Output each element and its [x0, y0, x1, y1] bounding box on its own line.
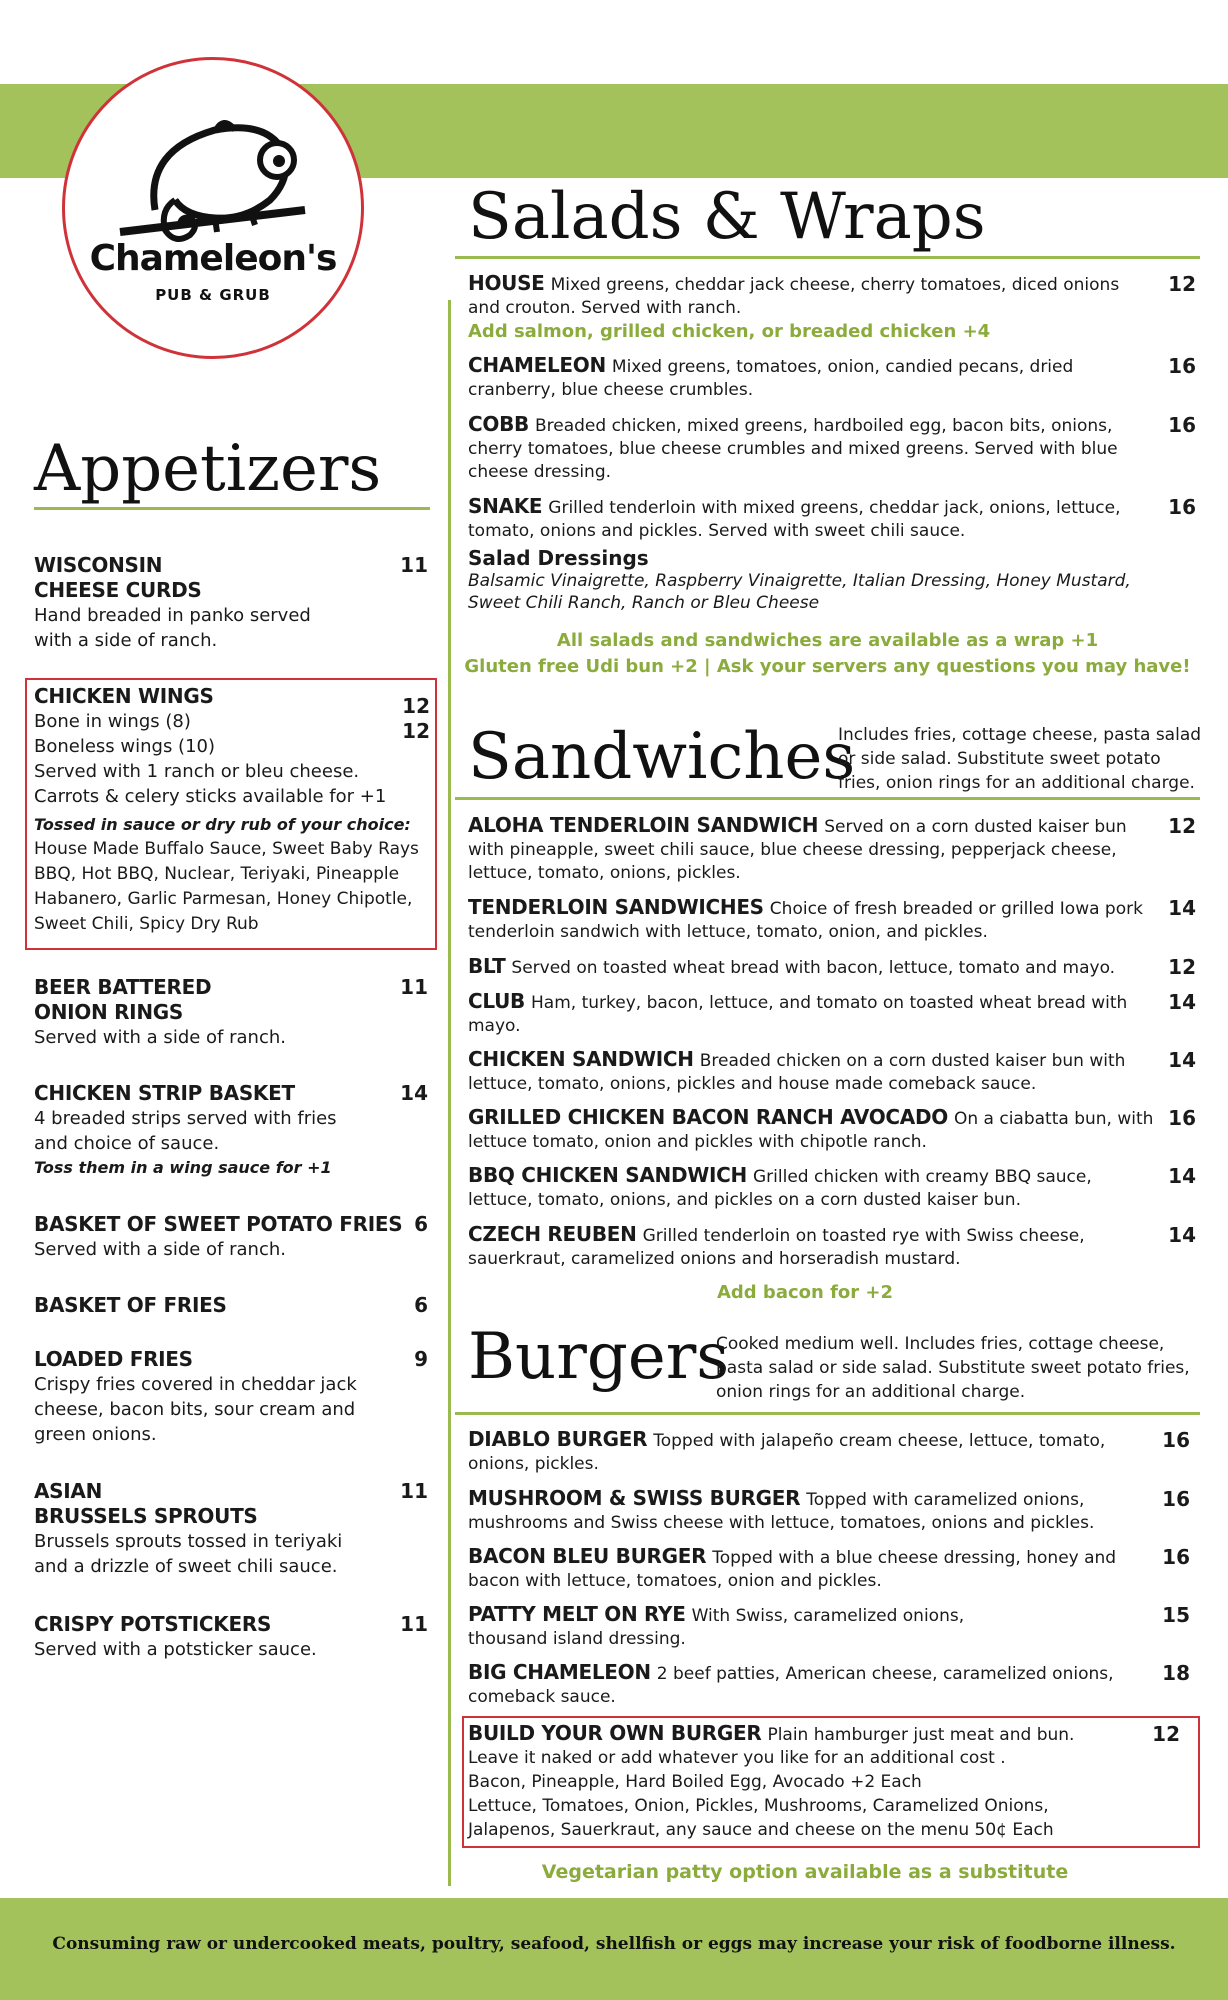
- price: 18: [1162, 1661, 1190, 1685]
- burger-diablo: DIABLO BURGER Topped with jalapeño cream cheese, lettuce, tomato, onions, pickles. 16: [468, 1427, 1190, 1474]
- price: 16: [1168, 495, 1196, 519]
- chameleon-icon: [65, 60, 361, 356]
- sandwich-bbq-chicken: BBQ CHICKEN SANDWICH Grilled chicken with creamy BBQ sauce, lettuce, tomato, onions, and pickles on a corn dusted kaiser bun. 14: [468, 1163, 1196, 1210]
- price: 11: [400, 1612, 428, 1636]
- price: 16: [1162, 1545, 1190, 1569]
- salad-cobb: COBB Breaded chicken, mixed greens, hardboiled egg, bacon bits, onions, cherry tomatoes, blue cheese crumbles and mixed greens. Served with blue cheese dressing. 16: [468, 412, 1196, 482]
- price: 11: [400, 1479, 428, 1503]
- price: 12: [1168, 814, 1196, 838]
- logo-name: Chameleon's: [89, 238, 337, 279]
- price: 6: [414, 1293, 428, 1317]
- sandwich-blt: BLT Served on toasted wheat bread with bacon, lettuce, tomato and mayo. 12: [468, 954, 1196, 979]
- salad-house: HOUSE Mixed greens, cheddar jack cheese, cherry tomatoes, diced onions and crouton. Served with ranch. Add salmon, grilled chicken, or breaded chicken +4 12: [468, 271, 1196, 342]
- price: 12: [1168, 955, 1196, 979]
- bacon-note: Add bacon for +2: [716, 1282, 894, 1303]
- appetizer-chicken-wings: CHICKEN WINGS Bone in wings (8) Boneless wings (10) Served with 1 ranch or bleu cheese. Carrots & celery sticks available for +1 Tossed in sauce or dry rub of your choice: House Made Buffalo Sauce, Sweet Baby Rays BBQ, Hot BBQ, Nuclear, Teriyaki, Pineapple Habanero, Garlic Parmesan, Honey Chipotle, Sweet Chili, Spicy Dry Rub 12 12: [34, 684, 430, 934]
- sandwich-czech-reuben: CZECH REUBEN Grilled tenderloin on toasted rye with Swiss cheese, sauerkraut, caramelized onions and horseradish mustard. 14: [468, 1222, 1196, 1269]
- vegetarian-note: Vegetarian patty option available as a substitute: [541, 1861, 1069, 1883]
- price: 16: [1162, 1487, 1190, 1511]
- sandwich-chicken: CHICKEN SANDWICH Breaded chicken on a corn dusted kaiser bun with lettuce, tomato, onions, pickles and house made comeback sauce. 14: [468, 1047, 1196, 1094]
- sandwich-tenderloin: TENDERLOIN SANDWICHES Choice of fresh breaded or grilled Iowa pork tenderloin sandwich with lettuce, tomato, onion, and pickles. 14: [468, 895, 1196, 942]
- appetizers-rule: [34, 507, 430, 510]
- burger-patty-melt: PATTY MELT ON RYE With Swiss, caramelized onions, thousand island dressing. 15: [468, 1602, 1190, 1649]
- price: 11: [400, 553, 428, 577]
- column-divider: [448, 300, 451, 1886]
- price: 12: [1152, 1722, 1180, 1746]
- price: 11: [400, 975, 428, 999]
- sandwich-aloha: ALOHA TENDERLOIN SANDWICH Served on a corn dusted kaiser bun with pineapple, sweet chili sauce, blue cheese dressing, pepperjack cheese, lettuce, tomato, onions, pickles. 12: [468, 813, 1196, 883]
- burgers-rule: [455, 1412, 1200, 1415]
- sandwiches-intro: Includes fries, cottage cheese, pasta salad or side salad. Substitute sweet potato fries, onion rings for an additional charge.: [838, 725, 1202, 793]
- burger-build-your-own: BUILD YOUR OWN BURGER Plain hamburger just meat and bun. Leave it naked or add whatever you like for an additional cost . Bacon, Pineapple, Hard Boiled Egg, Avocado +2 Each Lettuce, Tomatoes, Onion, Pickles, Mushrooms, Caramelized Onions, Jalapenos, Sauerkraut, any sauce and cheese on the menu 50¢ Each 12: [468, 1721, 1180, 1840]
- salad-chameleon: CHAMELEON Mixed greens, tomatoes, onion, candied pecans, dried cranberry, blue cheese crumbles. 16: [468, 353, 1196, 400]
- appetizer-basket-of-fries: BASKET OF FRIES 6: [34, 1293, 428, 1317]
- price: 14: [1168, 990, 1196, 1014]
- wrap-note: All salads and sandwiches are available as a wrap +1 Gluten free Udi bun +2 | Ask your servers any questions you may have!: [464, 630, 1191, 677]
- price: 12: [1168, 272, 1196, 296]
- burger-big-chameleon: BIG CHAMELEON 2 beef patties, American cheese, caramelized onions, comeback sauce. 18: [468, 1660, 1190, 1707]
- sandwiches-rule: [455, 797, 1200, 800]
- appetizer-loaded-fries: LOADED FRIES Crispy fries covered in cheddar jack cheese, bacon bits, sour cream and green onions. 9: [34, 1347, 428, 1445]
- burger-mushroom-swiss: MUSHROOM & SWISS BURGER Topped with caramelized onions, mushrooms and Swiss cheese with lettuce, tomatoes, onions and pickles. 16: [468, 1486, 1190, 1533]
- sandwich-club: CLUB Ham, turkey, bacon, lettuce, and tomato on toasted wheat bread with mayo. 14: [468, 989, 1196, 1036]
- price: 6: [414, 1212, 428, 1236]
- appetizer-onion-rings: BEER BATTERED ONION RINGS Served with a side of ranch. 11: [34, 975, 428, 1048]
- appetizers-heading: Appetizers: [34, 432, 382, 506]
- price: 15: [1162, 1603, 1190, 1627]
- price: 16: [1168, 1106, 1196, 1130]
- burger-bacon-bleu: BACON BLEU BURGER Topped with a blue cheese dressing, honey and bacon with lettuce, tomatoes, onion and pickles. 16: [468, 1544, 1190, 1591]
- price: 16: [1168, 354, 1196, 378]
- price: 14: [1168, 1223, 1196, 1247]
- price: 9: [414, 1347, 428, 1371]
- logo: [62, 57, 364, 359]
- price: 14: [1168, 896, 1196, 920]
- price: 16: [1162, 1428, 1190, 1452]
- salads-rule: [455, 256, 1200, 259]
- burgers-intro: Cooked medium well. Includes fries, cottage cheese, pasta salad or side salad. Substitute sweet potato fries, onion rings for an additional charge.: [716, 1334, 1190, 1402]
- appetizer-chicken-strip-basket: CHICKEN STRIP BASKET 4 breaded strips served with fries and choice of sauce. Toss them in a wing sauce for +1 14: [34, 1081, 428, 1177]
- appetizer-cheese-curds: WISCONSIN CHEESE CURDS Hand breaded in panko served with a side of ranch. 11: [34, 553, 428, 651]
- salad-addon: Add salmon, grilled chicken, or breaded chicken +4: [468, 321, 991, 342]
- salad-snake: SNAKE Grilled tenderloin with mixed greens, cheddar jack, onions, lettuce, tomato, onions and pickles. Served with sweet chili sauce. 16: [468, 494, 1196, 541]
- appetizer-sweet-potato-fries: BASKET OF SWEET POTATO FRIES Served with a side of ranch. 6: [34, 1212, 428, 1260]
- foodborne-illness-disclaimer: Consuming raw or undercooked meats, poultry, seafood, shellfish or eggs may increase your risk of foodborne illness.: [52, 1934, 1176, 1954]
- salad-dressings: Salad Dressings Balsamic Vinaigrette, Raspberry Vinaigrette, Italian Dressing, Honey Mustard, Sweet Chili Ranch, Ranch or Bleu Cheese: [468, 546, 1131, 613]
- price: 12: [402, 694, 430, 718]
- price: 16: [1168, 413, 1196, 437]
- price: 14: [1168, 1164, 1196, 1188]
- appetizer-brussels-sprouts: ASIAN BRUSSELS SPROUTS Brussels sprouts tossed in teriyaki and a drizzle of sweet chili sauce. 11: [34, 1479, 428, 1577]
- logo-subtitle: PUB & GRUB: [155, 286, 271, 304]
- sandwich-grilled-chicken-bacon-ranch: GRILLED CHICKEN BACON RANCH AVOCADO On a ciabatta bun, with lettuce tomato, onion and pickles with chipotle ranch. 16: [468, 1105, 1196, 1152]
- price: 14: [1168, 1048, 1196, 1072]
- appetizer-potstickers: CRISPY POTSTICKERS Served with a potsticker sauce. 11: [34, 1612, 428, 1660]
- price: 14: [400, 1081, 428, 1105]
- price: 12: [402, 719, 430, 743]
- sandwiches-heading: Sandwiches: [468, 720, 856, 794]
- burgers-heading: Burgers: [468, 1320, 730, 1394]
- salads-heading: Salads & Wraps: [468, 180, 986, 254]
